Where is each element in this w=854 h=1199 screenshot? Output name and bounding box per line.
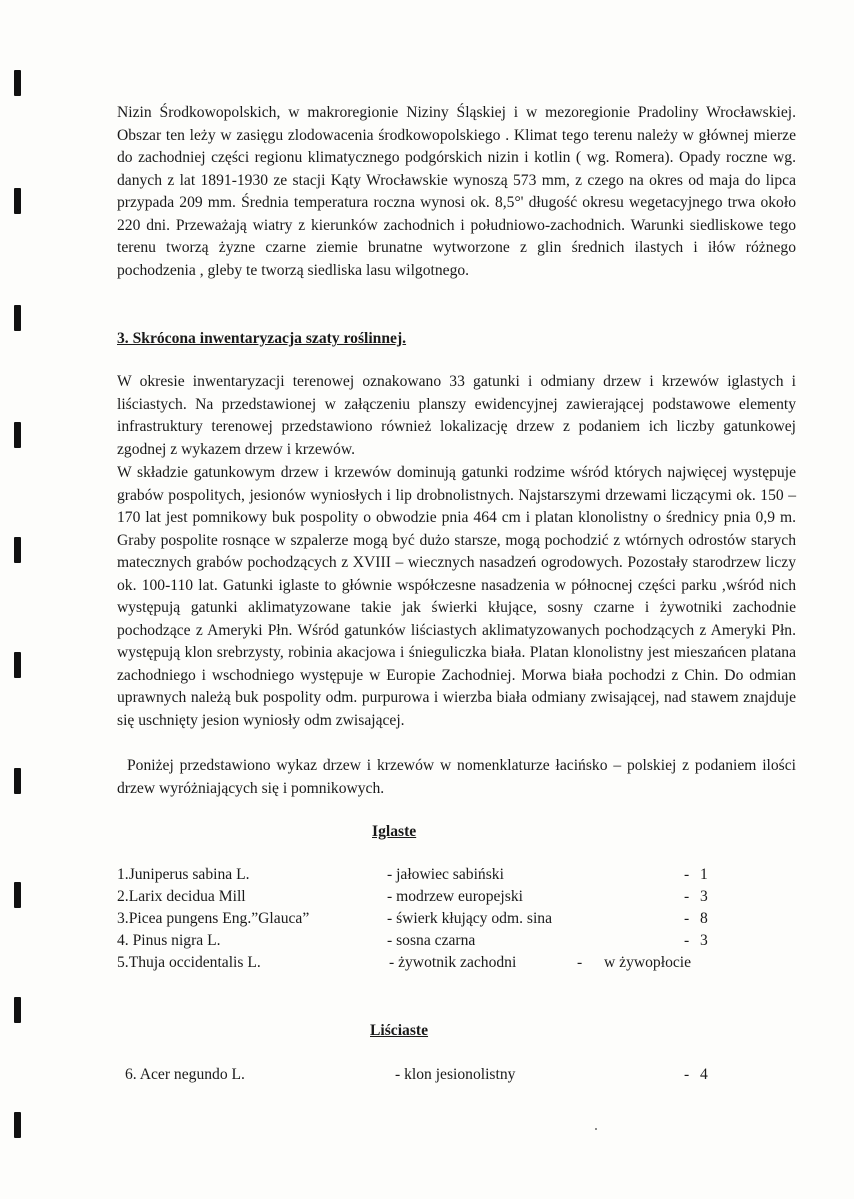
table-row [0,1066,854,1088]
paragraph-list-intro: Poniżej przedstawiono wykaz drzew i krzewów w nomenklaturze łacińsko – polskiej z podaniem ilości drzew wyróżniających się i pomnikowych. [117,757,796,797]
table-row [0,866,854,888]
separator: - [684,1066,690,1083]
section-heading: 3. Skrócona inwentaryzacja szaty roślinnej. [117,330,407,347]
polish-name: - żywotnik zachodni [389,954,517,971]
polish-name: - świerk kłujący odm. sina [387,910,552,927]
table-row [0,932,854,954]
tree-count: 8 [700,910,708,927]
binding-mark [14,997,21,1023]
tree-count: 3 [700,888,708,905]
latin-name: 4. Pinus nigra L. [117,932,221,949]
separator: - [684,888,690,905]
latin-name: 1.Juniperus sabina L. [117,866,250,883]
iglaste-title: Iglaste [372,823,417,840]
binding-mark [14,305,21,331]
polish-name: - modrzew europejski [387,888,523,905]
separator: - [684,932,690,949]
polish-name: - klon jesionolistny [395,1066,516,1083]
table-row [0,888,854,910]
polish-name: - sosna czarna [387,932,476,949]
binding-mark [14,1112,21,1138]
lisciaste-title: Liściaste [370,1022,429,1039]
table-row [0,910,854,932]
separator: - [684,910,690,927]
separator: - [684,866,690,883]
intro-paragraph: Nizin Środkowopolskich, w makroregionie Niziny Śląskiej i w mezoregionie Pradoliny Wrocławskiej. Obszar ten leży w zasięgu zlodowacenia środkowopolskiego . Klimat tego terenu należy w głównej mierze do zachodniej części regionu klimatycznego podgórskich nizin i kotlin ( wg. Romera). Opady roczne wg. danych z lat 1891-1930 ze stacji Kąty Wrocławskie wynoszą 573 mm, z czego na okres od maja do lipca przypada 209 mm. Średnia temperatura roczna wynosi ok. 8,5°' długość okresu wegetacyjnego trwa około 220 dni. Przeważają wiatry z kierunków zachodnich i południowo-zachodnich. Warunki siedliskowe tego terenu tworzą żyzne czarne ziemie brunatne wytworzone z glin średnich ilastych i iłów różnego pochodzenia , gleby te tworzą siedliska lasu wilgotnego. [117,104,796,279]
binding-mark [14,537,21,563]
scan-speck [595,1128,597,1130]
tree-count: 4 [700,1066,708,1083]
binding-mark [14,652,21,678]
binding-mark [14,70,21,96]
table-row [0,954,854,976]
paragraph-inventory: W okresie inwentaryzacji terenowej oznakowano 33 gatunki i odmiany drzew i krzewów iglastych i liściastych. Na przedstawionej w załączeniu planszy ewidencyjnej zawierającej podstawowe elementy infrastruktury terenowej przedstawiono również lokalizację drzew z podaniem ich liczby gatunkowej zgodnej z wykazem drzew i krzewów. [117,373,796,458]
polish-name: - jałowiec sabiński [387,866,504,883]
tree-count: 1 [700,866,708,883]
binding-mark [14,768,21,794]
separator: - [577,954,583,971]
latin-name: 2.Larix decidua Mill [117,888,246,905]
latin-name: 5.Thuja occidentalis L. [117,954,261,971]
tree-count: 3 [700,932,708,949]
tree-count: w żywopłocie [604,954,692,971]
paragraph-species: W składzie gatunkowym drzew i krzewów dominują gatunki rodzime wśród których najwięcej występuje grabów pospolitych, jesionów wyniosłych i lip drobnolistnych. Najstarszymi drzewami liczącymi ok. 150 – 170 lat jest pomnikowy buk pospolity o obwodzie pnia 464 cm i platan klonolistny o średnicy pnia 0,9 m. Graby pospolite rosnące w szpalerze mogą być dużo starsze, mogą pochodzić z wtórnych odrostów starych matecznych grabów pochodzących z XVIII – wiecznych nasadzeń ogrodowych. Pozostały starodrzew liczy ok. 100-110 lat. Gatunki iglaste to głównie współczesne nasadzenia w północnej części parku ,wśród nich występują gatunki aklimatyzowane takie jak świerki kłujące, sosny czarne i żywotniki zachodnie pochodzące z Ameryki Płn. Wśród gatunków liściastych aklimatyzowanych pochodzących z Ameryki Płn. występują klon srebrzysty, robinia akacjowa i śnieguliczka biała. Platan klonolistny jest mieszańcen platana zachodniego i wschodniego występuje w Europie Zachodniej. Morwa biała pochodzi z Chin. Do odmian uprawnych należą buk pospolity odm. purpurowa i wierzba biała odmiany zwisającej, nad stawem znajduje się uschnięty jesion wyniosły odm zwisającej. [117,464,796,729]
binding-mark [14,188,21,214]
latin-name: 6. Acer negundo L. [125,1066,245,1083]
latin-name: 3.Picea pungens Eng.”Glauca” [117,910,310,927]
binding-mark [14,422,21,448]
